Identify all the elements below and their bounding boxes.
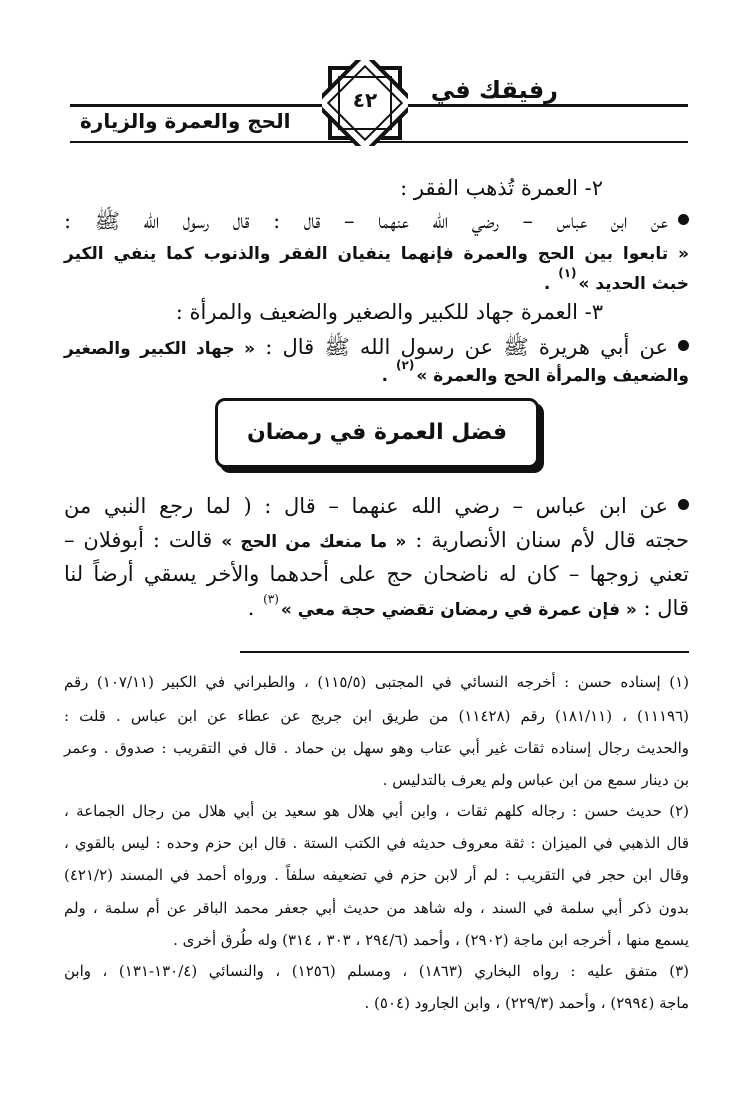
footnote-1-line3: والحديث رجال إسناده ثقات غير أبي عتاب وهو سهل بن حماد . قال في التقريب : صدوق . وعمر xyxy=(64,739,689,757)
footnote-2-line5: يسمع منها ، أخرجه ابن ماجة (٢٩٠٢) ، وأحمد (٢٩٤/٦ ، ٣٠٣ ، ٣١٤) وله طُرق أخرى . xyxy=(173,931,689,949)
footnote-ref-2: (٢) xyxy=(396,358,415,372)
ramadan-line3: تعني زوجها – كان له ناضحان حج على أحدهما والأخر يسقي أرضاً لنا xyxy=(64,562,689,586)
footnote-2-line1: (٢) حديث حسن : رجاله كلهم ثقات ، وابن أبي هلال هو سعيد بن أبي هلال من رجال الجماعة ، xyxy=(64,802,689,820)
bullet-icon xyxy=(678,340,689,351)
item2-heading: ٢- العمرة تُذهب الفقر : xyxy=(400,176,603,200)
footnote-2-line2: قال الذهبي في الميزان : ثقة معروف حديثه في الكتب الستة . قال ابن حزم وحده : ليس بالقوي ، xyxy=(64,834,689,852)
footnote-1-line2: (١١١٩٦) ، (١٨١/١١) رقم (١١٤٢٨) من طريق ابن جريج عن عطاء عن ابن عباس . قلت : xyxy=(64,707,689,725)
item3-heading: ٣- العمرة جهاد للكبير والصغير والضعيف والمرأة : xyxy=(175,300,603,324)
item3-line1: عن أبي هريرة ﷺ عن رسول الله ﷺ قال : « جهاد الكبير والصغير xyxy=(64,333,689,363)
footnote-2-line4: بدون ذكر أبي سلمة في السند ، وله شاهد من حديث أبي جعفر محمد الباقر عن أم سلمة ، ولم xyxy=(64,899,689,917)
item3-hadith-line2: والضعيف والمرأة الحج والعمرة »$^{(٢)}$ . xyxy=(381,358,689,386)
running-title-line2: الحج والعمرة والزيارة xyxy=(80,109,291,133)
footnote-3-line1: (٣) متفق عليه : رواه البخاري (١٨٦٣) ، ومسلم (١٢٥٦) ، والنسائي (١٣٠/٤-١٣١) ، وابن xyxy=(64,962,689,980)
ramadan-line1: عن ابن عباس – رضي الله عنهما – قال : ( لما رجع النبي من xyxy=(64,492,689,520)
running-title-line1: رفيقك في xyxy=(430,76,558,104)
footnote-ref-3: (٣) xyxy=(263,592,279,606)
bullet-icon xyxy=(678,214,689,225)
item2-hadith-line2: خبث الحديد »$^{(١)}$ . xyxy=(543,266,689,294)
item2-line1: عن ابن عباس – رضي الله عنهما – قال : قال رسول الله ﷺ : xyxy=(64,207,689,235)
footnote-ref-1: (١) xyxy=(558,266,577,280)
item2-hadith-line1: « تابعوا بين الحج والعمرة فإنهما ينفيان الفقر والذنوب كما ينفي الكير xyxy=(64,244,689,264)
ramadan-line4: قال : « فإن عمرة في رمضان تقضي حجة معي »$^{(٣)}$ . xyxy=(247,592,689,620)
ramadan-line2: حجته قال لأم سنان الأنصارية : « ما منعك من الحج » قالت : أبوفلان – xyxy=(64,528,689,552)
footnote-1-line4: بن دينار سمع من ابن عباس ولم يعرف بالتدليس . xyxy=(382,771,689,789)
footnote-3-line2: ماجة (٢٩٩٤) ، وأحمد (٢٢٩/٣) ، وابن الجارود (٥٠٤) . xyxy=(364,994,689,1012)
page-number: ٤٢ xyxy=(352,88,378,112)
footnote-separator xyxy=(240,651,689,653)
section-title-box: فضل العمرة في رمضان xyxy=(215,398,539,468)
bullet-icon xyxy=(678,499,689,510)
footnote-1-line1: (١) إسناده حسن : أخرجه النسائي في المجتبى (١١٥/٥) ، والطبراني في الكبير (١٠٧/١١) رقم xyxy=(64,673,690,691)
footnote-2-line3: وقال ابن حجر في التقريب : لم أر لابن حزم في تضعيفه سلفاً . ورواه أحمد في المسند (٤٢١/٢) xyxy=(64,866,689,884)
